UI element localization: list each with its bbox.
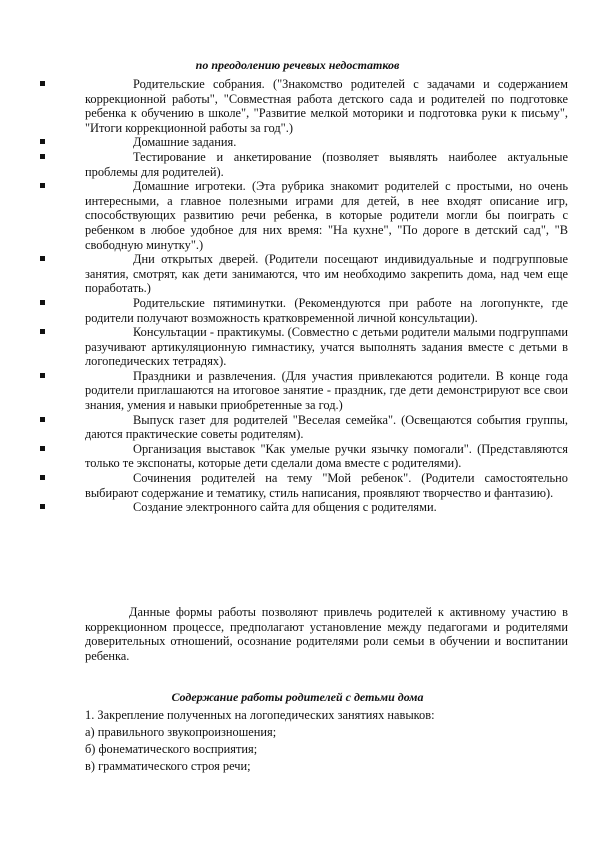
summary-paragraph: Данные формы работы позволяют привлечь родителей к активному участию в коррекционном процессе, предполагают установление между педагогами и родителями доверительных отношений, осознание родителями роли семьи в обучении и воспитании ребенка.: [85, 605, 568, 663]
bullet-icon: [40, 154, 45, 159]
bullet-icon: [40, 300, 45, 305]
list-line: а) правильного звукопроизношения;: [85, 725, 277, 739]
bullet-icon: [40, 504, 45, 509]
list-item: Тестирование и анкетирование (позволяет выявлять наиболее актуальные проблемы для родителей).: [40, 150, 568, 179]
list-line: 1. Закрепление полученных на логопедических занятиях навыков:: [85, 708, 435, 722]
bullet-icon: [40, 446, 45, 451]
list-line: в) грамматического строя речи;: [85, 759, 251, 773]
list-item: Дни открытых дверей. (Родители посещают индивидуальные и подгрупповые занятия, смотрят, как дети занимаются, что им необходимо закрепить дома, над чем еще поработать.): [40, 252, 568, 296]
list-item: Родительские пятиминутки. (Рекомендуются при работе на логопункте, где родители получают возможность кратковременной личной консультации).: [40, 296, 568, 325]
list-item: Консультации - практикумы. (Совместно с детьми родители малыми подгруппами разучивают артикуляционную гимнастику, учатся выполнять задания вместе с детьми в логопедических тетрадях).: [40, 325, 568, 369]
bullet-icon: [40, 417, 45, 422]
list-item: Родительские собрания. ("Знакомство родителей с задачами и содержанием коррекционной работы", "Совместная работа детского сада и родителей по подготовке ребенка к обучению в школе", "Развитие мелкой моторики и подготовка руки к письму", "Итоги коррекционной работы за год".): [40, 77, 568, 135]
list-item: Праздники и развлечения. (Для участия привлекаются родители. В конце года родители приглашаются на итоговое занятие - праздник, где дети демонстрируют все свои знания, умения и навыки приобретенные за год.): [40, 369, 568, 413]
bullet-icon: [40, 373, 45, 378]
list-item: Домашние задания.: [40, 135, 568, 150]
heading: по преодолению речевых недостатков: [195, 58, 400, 72]
list-item: Организация выставок "Как умелые ручки язычку помогали". (Представляются только те экспонаты, которые дети сделали дома вместе с родителями).: [40, 442, 568, 471]
bullet-icon: [40, 329, 45, 334]
section-heading: Содержание работы родителей с детьми дома: [171, 690, 424, 704]
bullet-icon: [40, 256, 45, 261]
list-line: б) фонематического восприятия;: [85, 742, 258, 756]
bullet-icon: [40, 81, 45, 86]
bullet-icon: [40, 475, 45, 480]
list-item: Выпуск газет для родителей "Веселая семейка". (Освещаются события группы, даются практические советы родителям).: [40, 413, 568, 442]
list-item: Сочинения родителей на тему "Мой ребенок". (Родители самостоятельно выбирают содержание и тематику, стиль написания, проявляют творчество и фантазию).: [40, 471, 568, 500]
list-item: Создание электронного сайта для общения с родителями.: [40, 500, 568, 515]
bullet-icon: [40, 183, 45, 188]
bullet-icon: [40, 139, 45, 144]
forms-of-work-list: [40, 77, 568, 515]
list-item: Домашние игротеки. (Эта рубрика знакомит родителей с простыми, но очень интересными, а главное полезными играми для детей, в нее входят описание игр, способствующих развитию речи ребенка, в которые родители могли бы поиграть с ребенком в любое удобное для них время: "На кухне", "По дороге в детский сад", "В свободную минутку".): [40, 179, 568, 252]
